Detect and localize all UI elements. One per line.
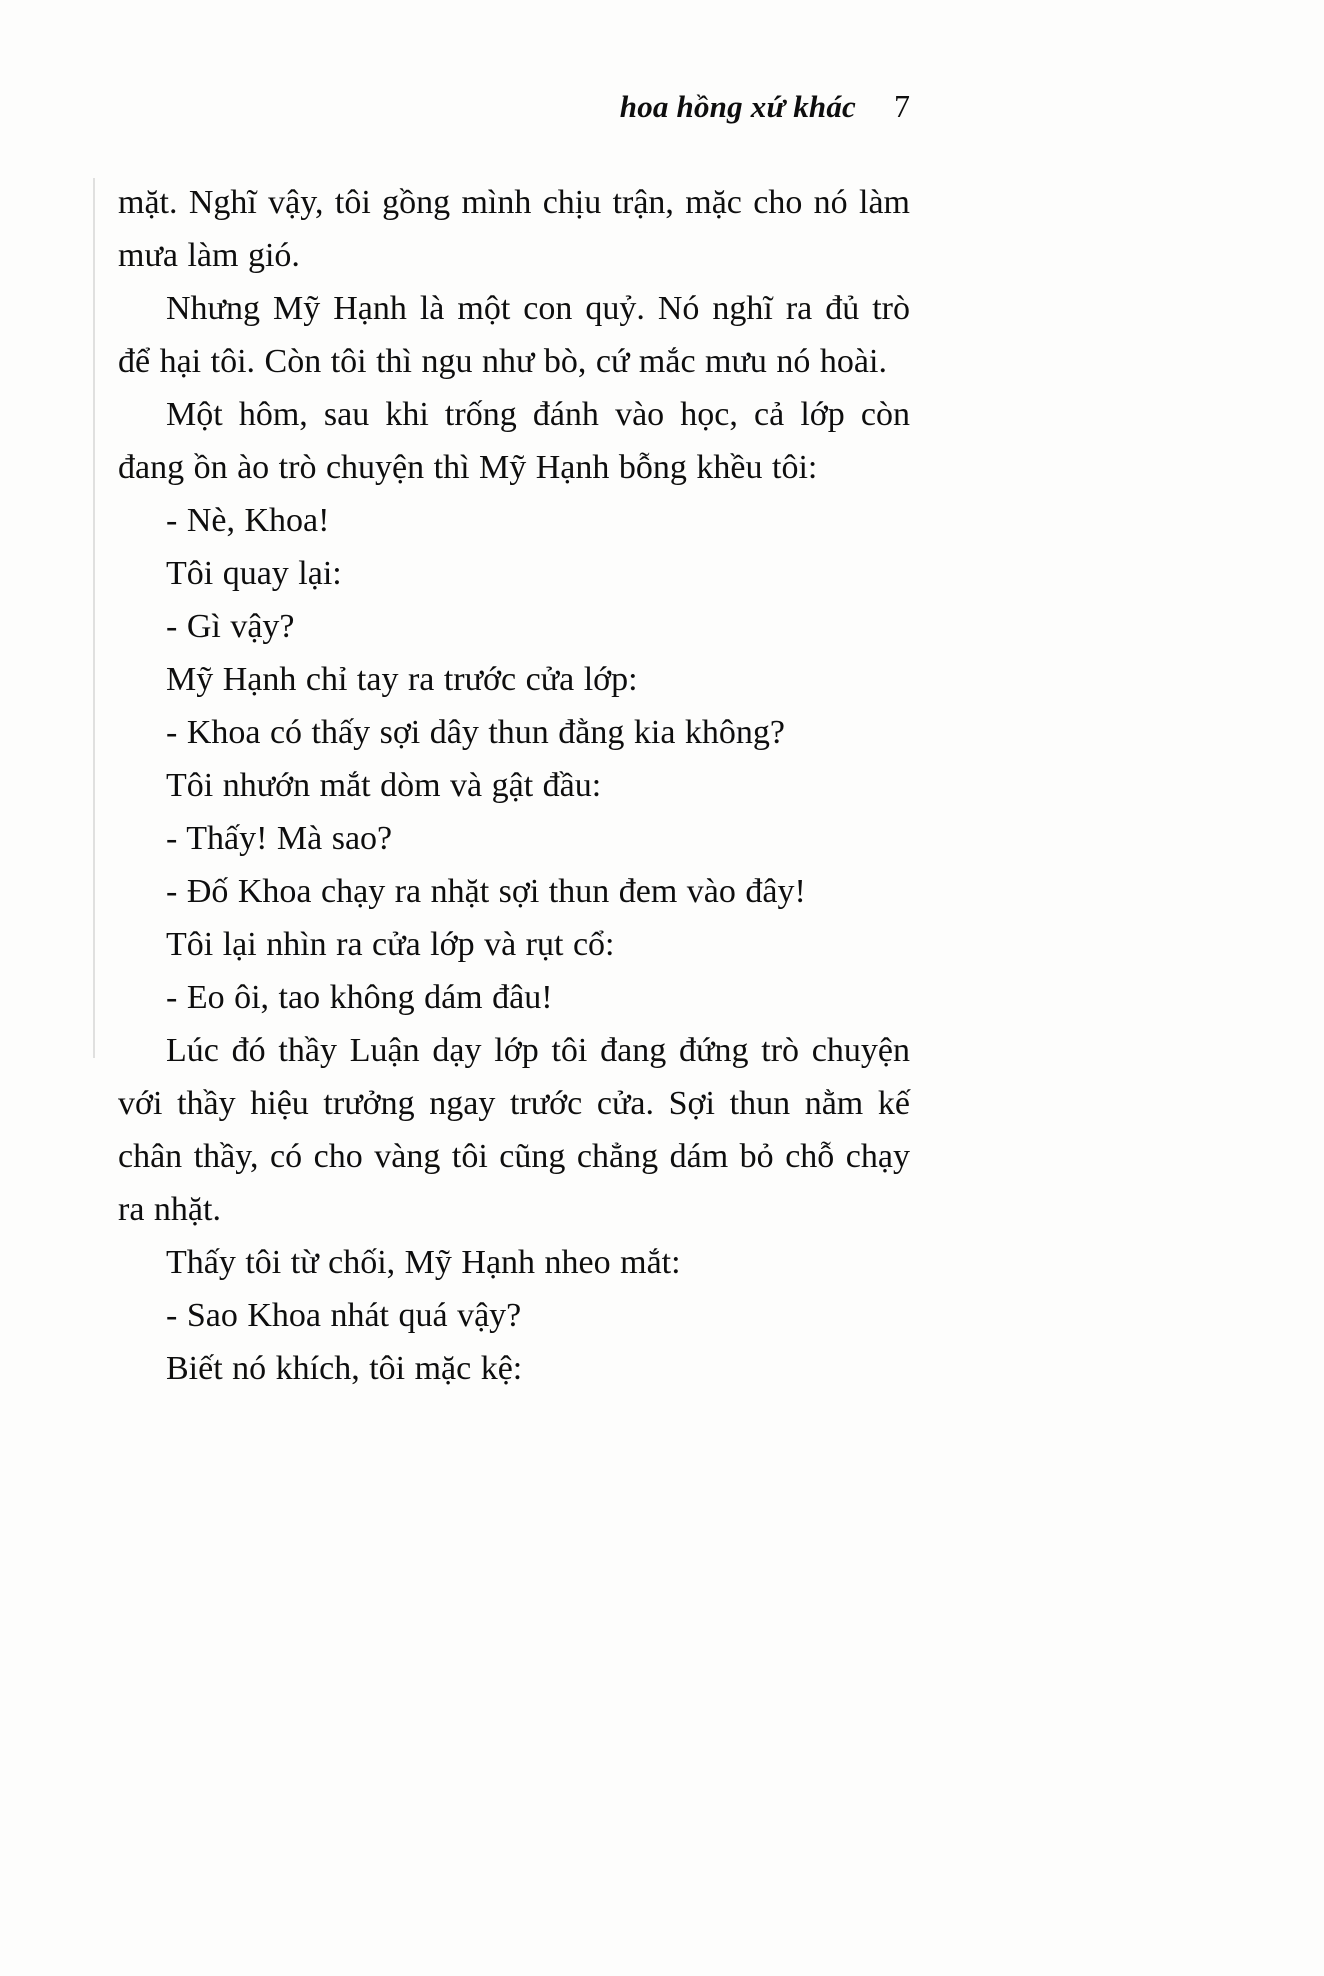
running-title: hoa hồng xứ khác bbox=[619, 89, 856, 124]
paragraph: Thấy tôi từ chối, Mỹ Hạnh nheo mắt: bbox=[166, 1244, 681, 1281]
paragraph: Tôi nhướn mắt dòm và gật đầu: bbox=[166, 767, 602, 804]
dialogue-line: - Nè, Khoa! bbox=[166, 502, 330, 539]
paragraph: Một hôm, sau khi trống đánh vào học, cả lớp còn đang ồn ào trò chuyện thì Mỹ Hạnh bỗng khều tôi: bbox=[118, 396, 910, 486]
dialogue-line: - Gì vậy? bbox=[166, 608, 295, 645]
paragraph: Nhưng Mỹ Hạnh là một con quỷ. Nó nghĩ ra đủ trò để hại tôi. Còn tôi thì ngu như bò, cứ mắc mưu nó hoài. bbox=[118, 290, 910, 380]
paragraph: Tôi quay lại: bbox=[166, 555, 342, 592]
dialogue-line: - Đố Khoa chạy ra nhặt sợi thun đem vào đây! bbox=[166, 873, 806, 910]
paragraph: Tôi lại nhìn ra cửa lớp và rụt cổ: bbox=[166, 926, 615, 963]
page-content bbox=[118, 176, 910, 1395]
dialogue-line: - Eo ôi, tao không dám đâu! bbox=[166, 979, 553, 1016]
paragraph: mặt. Nghĩ vậy, tôi gồng mình chịu trận, mặc cho nó làm mưa làm gió. bbox=[118, 184, 910, 274]
dialogue-line: - Thấy! Mà sao? bbox=[166, 820, 393, 857]
page-number: 7 bbox=[894, 88, 910, 124]
scan-artifact-line bbox=[93, 178, 95, 1058]
dialogue-line: - Khoa có thấy sợi dây thun đằng kia không? bbox=[166, 714, 786, 751]
page-header bbox=[118, 88, 910, 125]
paragraph: Mỹ Hạnh chỉ tay ra trước cửa lớp: bbox=[166, 661, 638, 698]
paragraph: Lúc đó thầy Luận dạy lớp tôi đang đứng trò chuyện với thầy hiệu trưởng ngay trước cửa. Sợi thun nằm kế chân thầy, có cho vàng tôi cũng chẳng dám bỏ chỗ chạy ra nhặt. bbox=[118, 1032, 910, 1228]
paragraph: Biết nó khích, tôi mặc kệ: bbox=[166, 1350, 523, 1387]
dialogue-line: - Sao Khoa nhát quá vậy? bbox=[166, 1297, 522, 1334]
